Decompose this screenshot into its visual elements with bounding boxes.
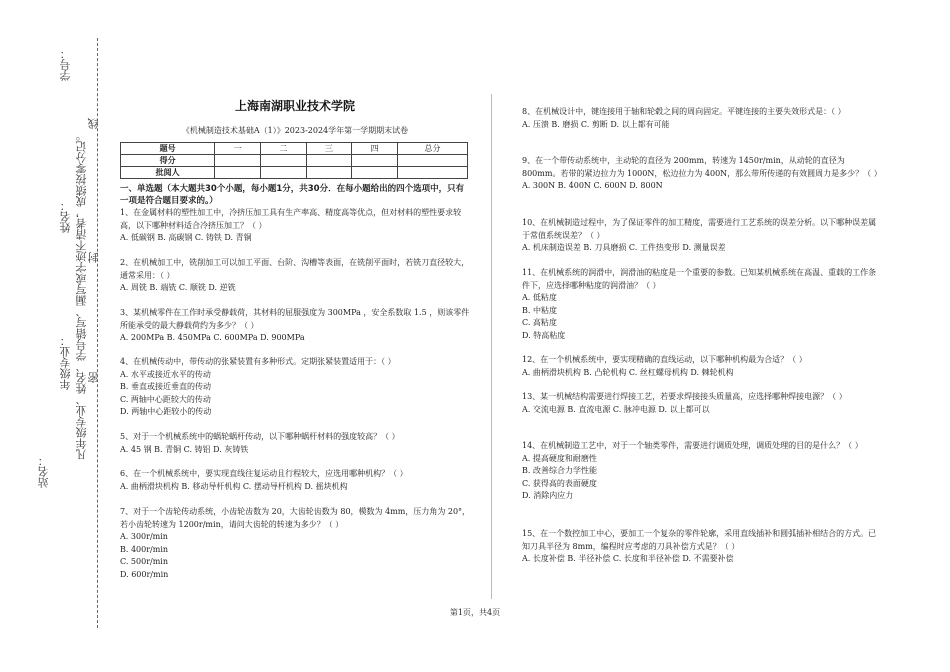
section-heading: 一、单选题（本大题共30个小题，每小题1分，共30分．在每小题给出的四个选项中，只有一项是符合题目要求的。） [120,184,465,206]
binding-margin [0,0,112,672]
question-stem: 9、在一个带传动系统中，主动轮的直径为 200mm，转速为 1450r/min，从动轮的直径为 800mm。若带的紧边拉力为 1000N，松边拉力为 400N，那么带所传递的有效圆周力是多少？（ ） [522,156,882,178]
question-option: A. 周铣 B. 端铣 C. 顺铣 D. 逆铣 [120,283,236,292]
seal-mark-feng: 封 [87,252,100,263]
question-option: C. 500r/min [120,557,169,566]
question-stem: 4、在机械传动中，带传动的张紧装置有多种形式。定期张紧装置适用于：（ ） [120,357,396,366]
question-stem: 14、在机械制造工艺中，对于一个轴类零件，需要进行调质处理，调质处理的目的是什么？（ ） [522,441,863,450]
question-stem: 15、在一个数控加工中心，要加工一个复杂的零件轮廓，采用直线插补和圆弧插补相结合的方式。已知刀具半径为 8mm，编程时应考虑的刀具补偿方式是？（ ） [522,529,877,551]
question-option: C. 高粘度 [522,318,557,327]
question-option: A. 机床制造误差 B. 刀具磨损 C. 工件热变形 D. 测量误差 [522,243,726,252]
question-option: C. 两轴中心距较大的传动 [120,394,211,404]
binding-dashed-line [97,38,98,628]
score-cell [397,167,467,179]
question-option: B. 改善综合力学性能 [522,466,597,475]
question-option: A. 长度补偿 B. 半径补偿 C. 长度和半径补偿 D. 不需要补偿 [522,554,734,563]
question-option: A. 水平或接近水平的传动 [120,369,211,379]
seal-mark-xian: 线 [87,118,100,129]
student-name-label: 姓名： [59,200,72,233]
question [120,468,472,493]
question-stem: 11、在机械系统的润滑中，润滑油的粘度是一个重要的参数。已知某机械系统在高温、重载的工作条件下，应选择哪种粘度的润滑油？（ ） [522,268,877,290]
score-cell [352,167,398,179]
question [522,106,882,131]
score-cell [215,167,261,179]
score-cell [352,155,398,167]
question-option: A. 压溃 B. 磨损 C. 剪断 D. 以上都有可能 [522,119,670,129]
question-option: B. 垂直或接近垂直的传动 [120,382,211,391]
question-option: A. 曲柄滑块机构 B. 凸轮机构 C. 丝杠螺母机构 D. 棘轮机构 [522,367,734,377]
question-option: C. 获得高的表面硬度 [522,478,597,488]
question [120,431,472,456]
row-label: 得分 [121,155,215,167]
score-cell [397,155,467,167]
question-stem: 12、在一个机械系统中，要实现精确的直线运动，以下哪种机构最为合适？（ ） [522,355,807,364]
score-table-row [121,143,468,155]
question-stem: 13、某一机械结构需要进行焊接工艺，若要求焊接接头质量高，应选择哪种焊接电源？（ ） [522,392,847,401]
question-stem: 10、在机械制造过程中，为了保证零件的加工精度，需要进行工艺系统的误差分析。以下哪种误差属于常值系统误差？（ ） [522,218,877,240]
question [522,391,882,416]
question-option: A. 曲柄滑块机构 B. 移动导杆机构 C. 摆动导杆机构 D. 摇块机构 [120,481,348,491]
question-option: B. 中粘度 [522,305,557,315]
major-label: 年级专业： [59,335,72,390]
question [120,307,472,345]
exam-title: 《机械制造技术基础A（1）》2023-2024学年第一学期期末试卷 [181,126,409,135]
question [522,267,882,342]
score-table [120,142,468,179]
score-cell [215,155,261,167]
score-cell [306,167,352,179]
question-option: D. 特高粘度 [522,330,566,340]
column-header: 总分 [397,143,467,155]
score-cell [261,167,307,179]
row-label: 题号 [121,143,215,155]
question-option: A. 提高硬度和耐磨性 [522,453,597,463]
question-stem: 7、对于一个齿轮传动系统，小齿轮齿数为 20，大齿轮齿数为 80，模数为 4mm，压力角为 20°，若小齿轮转速为 1200r/min，请问大齿轮的转速为多少？（ ） [120,507,471,529]
binding-notice: 凡年级专业、姓名、学号错写、漏写或字迹不清者，成绩按零分记。 [75,130,88,460]
score-cell [261,155,307,167]
question [522,155,882,193]
question-option: A. 300r/min [120,532,168,541]
column-header: 三 [306,143,352,155]
question-stem: 1、在金属材料的塑性加工中，冷挤压加工具有生产率高、精度高等优点，但对材料的塑性要求较高，以下哪种材料适合冷挤压加工？（ ） [120,208,462,230]
question-option: A. 45 钢 B. 青铜 C. 铸铝 D. 灰铸铁 [120,444,249,454]
question-stem: 5、对于一个机械系统中的蜗轮蜗杆传动，以下哪种蜗杆材料的强度较高？（ ） [120,432,400,441]
question-option: A. 低粘度 [522,293,557,302]
question [120,506,472,581]
question [522,440,882,503]
seal-mark-mi: 密 [87,372,100,383]
question [120,257,472,295]
question [120,207,472,245]
question [120,356,472,419]
school-name: 上海南湖职业技术学院 [234,99,355,113]
question [522,217,882,255]
question-option: D. 600r/min [120,569,169,579]
question-stem: 8、在机械设计中，键连接用于轴和轮毂之间的周向固定。平键连接的主要失效形式是：（ ） [522,107,846,116]
question-stem: 6、在一个机械系统中，要实现直线往复运动且行程较大，应选用哪种机构？（ ） [120,469,408,478]
question [522,354,882,379]
column-header: 四 [352,143,398,155]
score-cell [306,155,352,167]
question-option: B. 400r/min [120,544,169,554]
question-option: D. 消除内应力 [522,491,574,500]
question-stem: 2、在机械加工中，铣削加工可以加工平面、台阶、沟槽等表面，在铣削平面时，若铣刀直径较大，通常采用：（ ） [120,258,470,280]
column-header: 一 [215,143,261,155]
student-id-label: 学号： [59,48,72,81]
column-divider [491,94,492,599]
question-option: A. 交流电源 B. 直流电源 C. 脉冲电源 D. 以上都可以 [522,404,710,414]
page-footer: 第1页，共4页 [449,608,501,617]
row-label: 批阅人 [121,167,215,179]
column-header: 二 [261,143,307,155]
score-table-row [121,155,468,167]
station-label: 站名： [37,455,50,488]
question-option: D. 两轴中心距较小的传动 [120,407,212,416]
question-option: A. 低碳钢 B. 高碳钢 C. 铸铁 D. 青铜 [120,233,252,242]
question-option: A. 300N B. 400N C. 600N D. 800N [522,181,663,190]
question [522,528,882,566]
question-stem: 3、某机械零件在工作时承受静载荷，其材料的屈服强度为 300MPa ，安全系数取 1.5 ，则该零件所能承受的最大静载荷约为多少？（ ） [120,308,470,330]
question-option: A. 200MPa B. 450MPa C. 600MPa D. 900MPa [120,333,305,342]
score-table-row [121,167,468,179]
